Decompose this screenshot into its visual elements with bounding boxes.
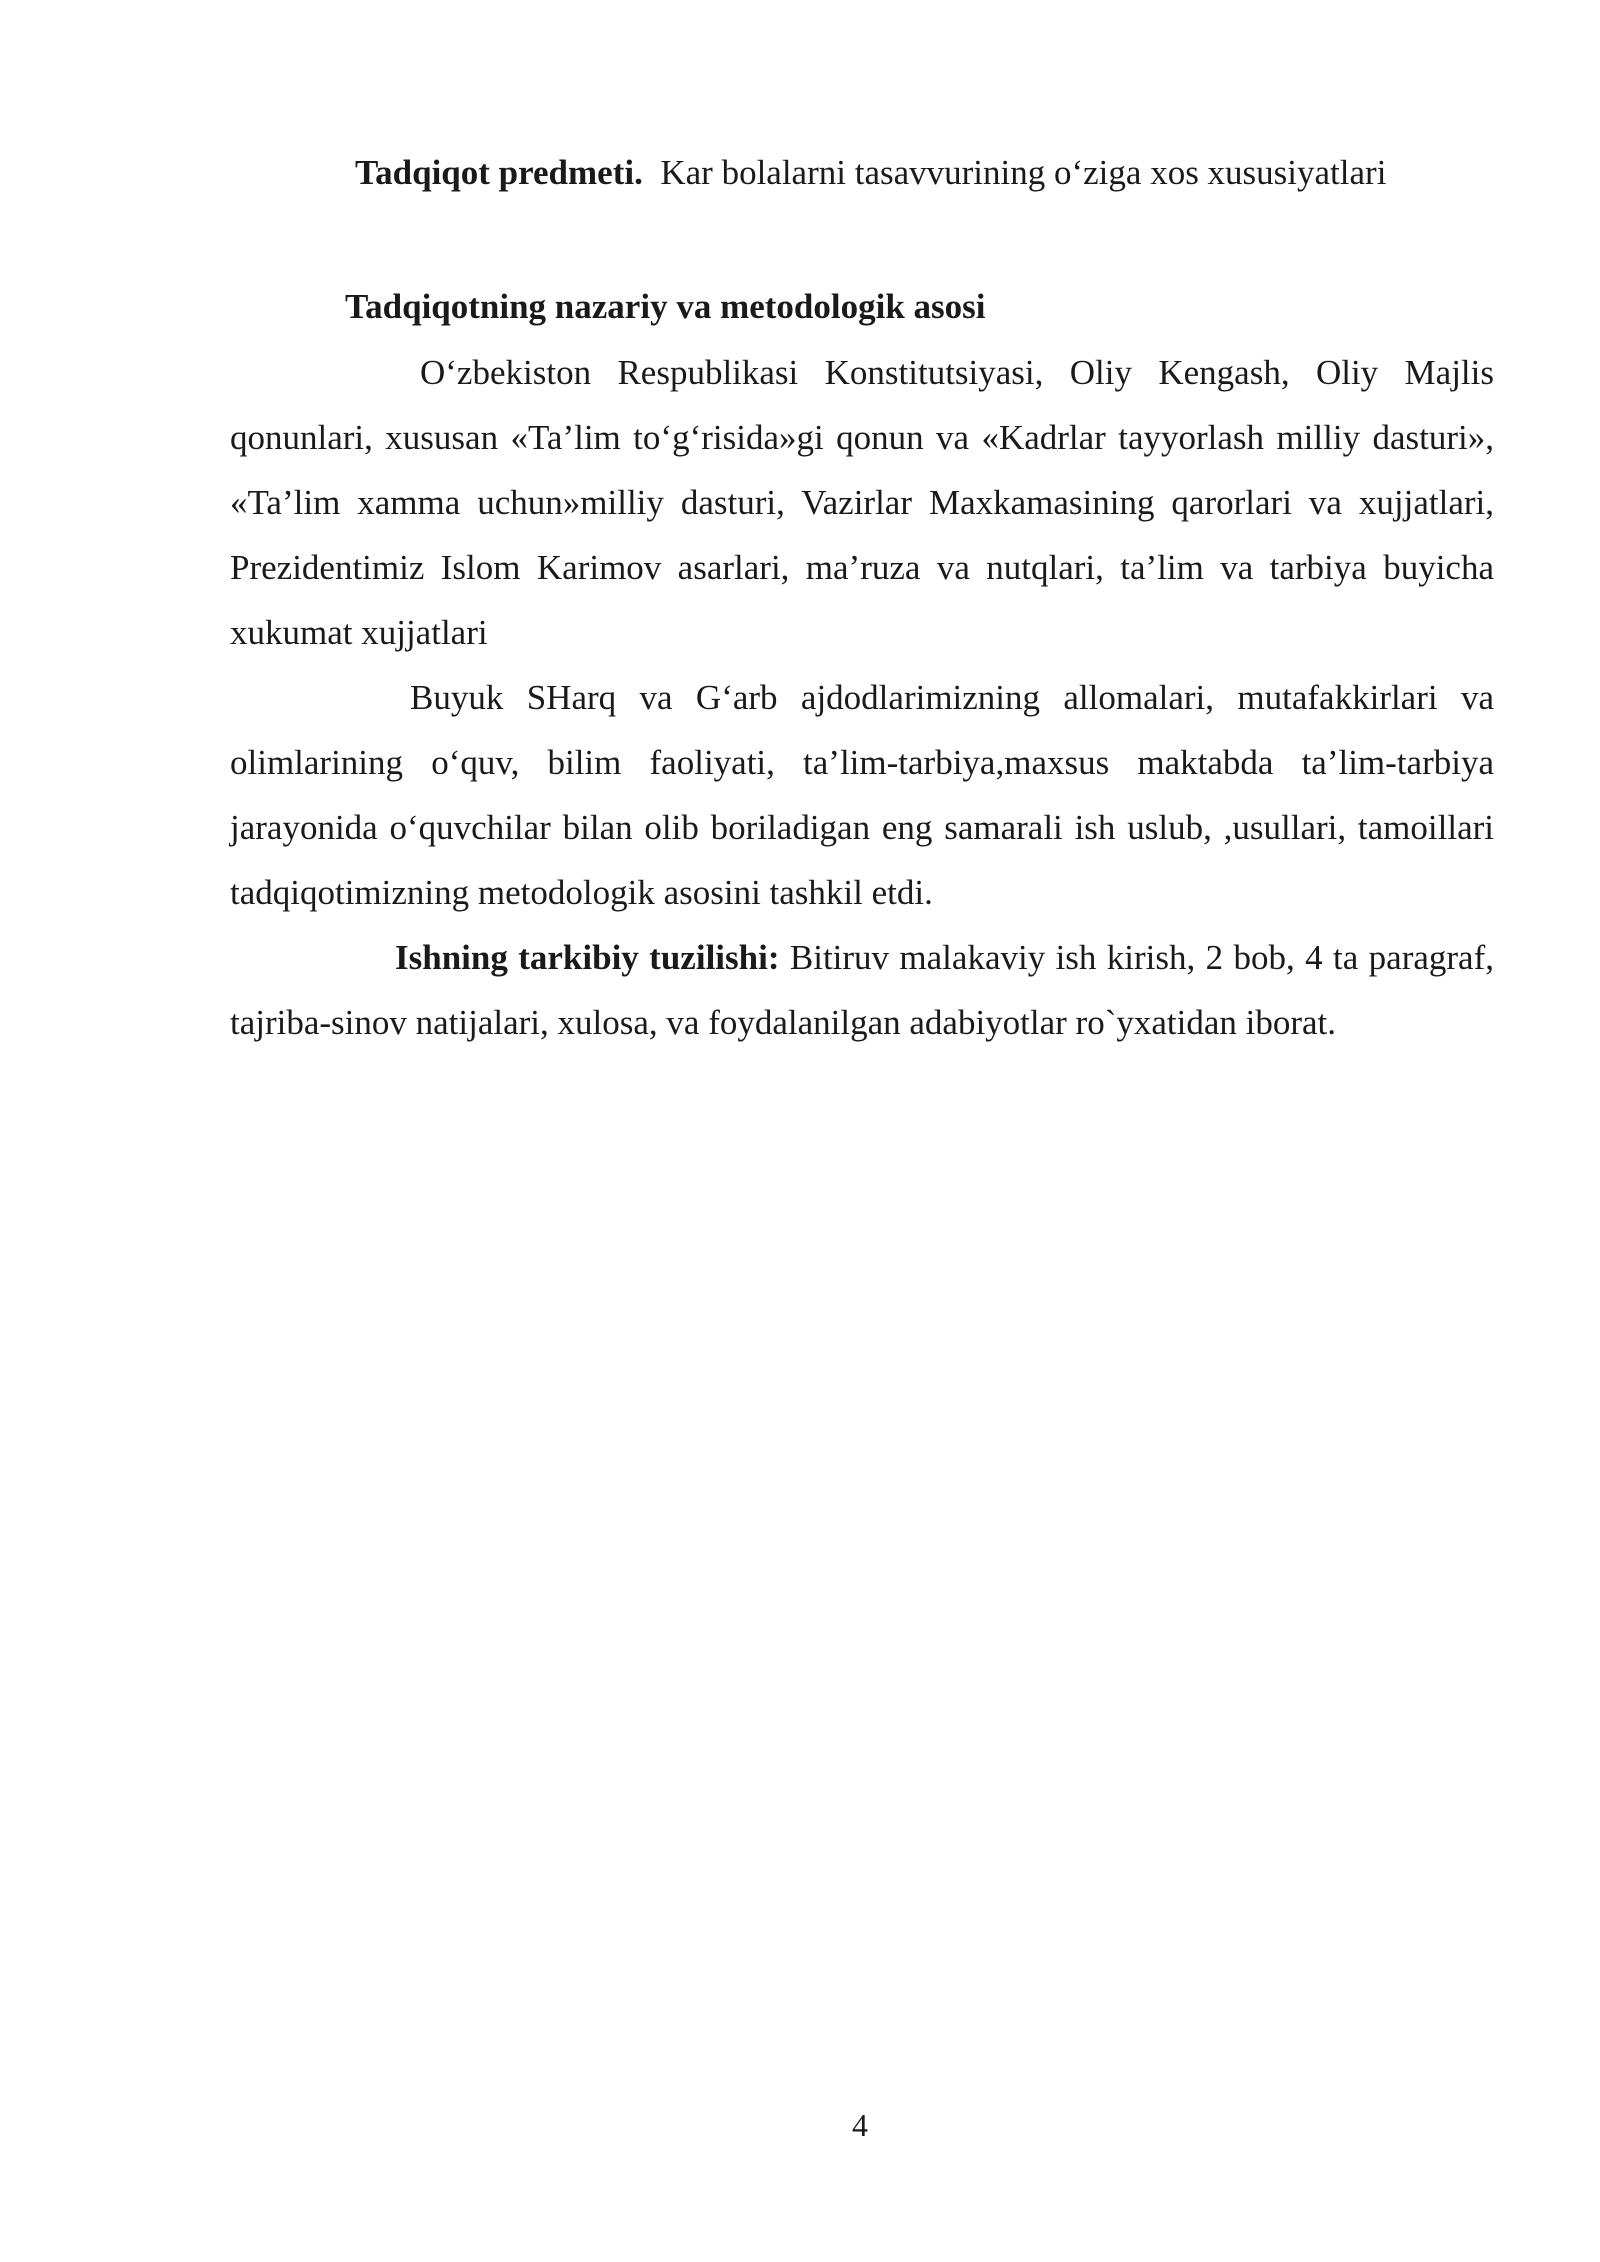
research-subject-line (355, 148, 1386, 198)
theoretical-basis-heading: Tadqiqotning nazariy va metodologik asosi (345, 287, 986, 326)
theoretical-basis-paragraph-1: O‘zbekiston Respublikasi Konstitutsiyasi, Oliy Kengash, Oliy Majlis qonunlari, xususan «Ta’lim to‘g‘risida»gi qonun va «Kadrlar tayyorlash milliy dasturi», «Ta’lim xamma uchun»milliy dasturi, Vazirlar Maxkamasining qarorlari va xujjatlari, Prezidentimiz Islom Karimov asarlari, ma’ruza va nutqlari, ta’lim va tarbiya buyicha xukumat xujjatlari (230, 353, 1494, 652)
work-structure-paragraph (230, 925, 1494, 1055)
theoretical-basis-paragraph-2: Buyuk SHarq va G‘arb ajdodlarimizning allomalari, mutafakkirlari va olimlarining o‘quv, bilim faoliyati, ta’lim-tarbiya,maxsus maktabda ta’lim-tarbiya jarayonida o‘quvchilar bilan olib boriladigan eng samarali ish uslub, ,usullari, tamoillari tadqiqotimizning metodologik asosini tashkil etdi. (230, 678, 1494, 912)
page-number: 4 (852, 2107, 868, 2143)
research-subject-label: Tadqiqot predmeti. (355, 153, 643, 192)
work-structure-text: Bitiruv malakaviy ish kirish, 2 bob, 4 ta paragraf, tajriba-sinov natijalari, xulosa, va foydalanilgan adabiyotlar ro`yxatidan iborat. (230, 938, 1494, 1042)
research-subject-text: Kar bolalarni tasavvurining o‘ziga xos xususiyatlari (660, 153, 1387, 192)
work-structure-label: Ishning tarkibiy tuzilishi: (395, 938, 780, 977)
